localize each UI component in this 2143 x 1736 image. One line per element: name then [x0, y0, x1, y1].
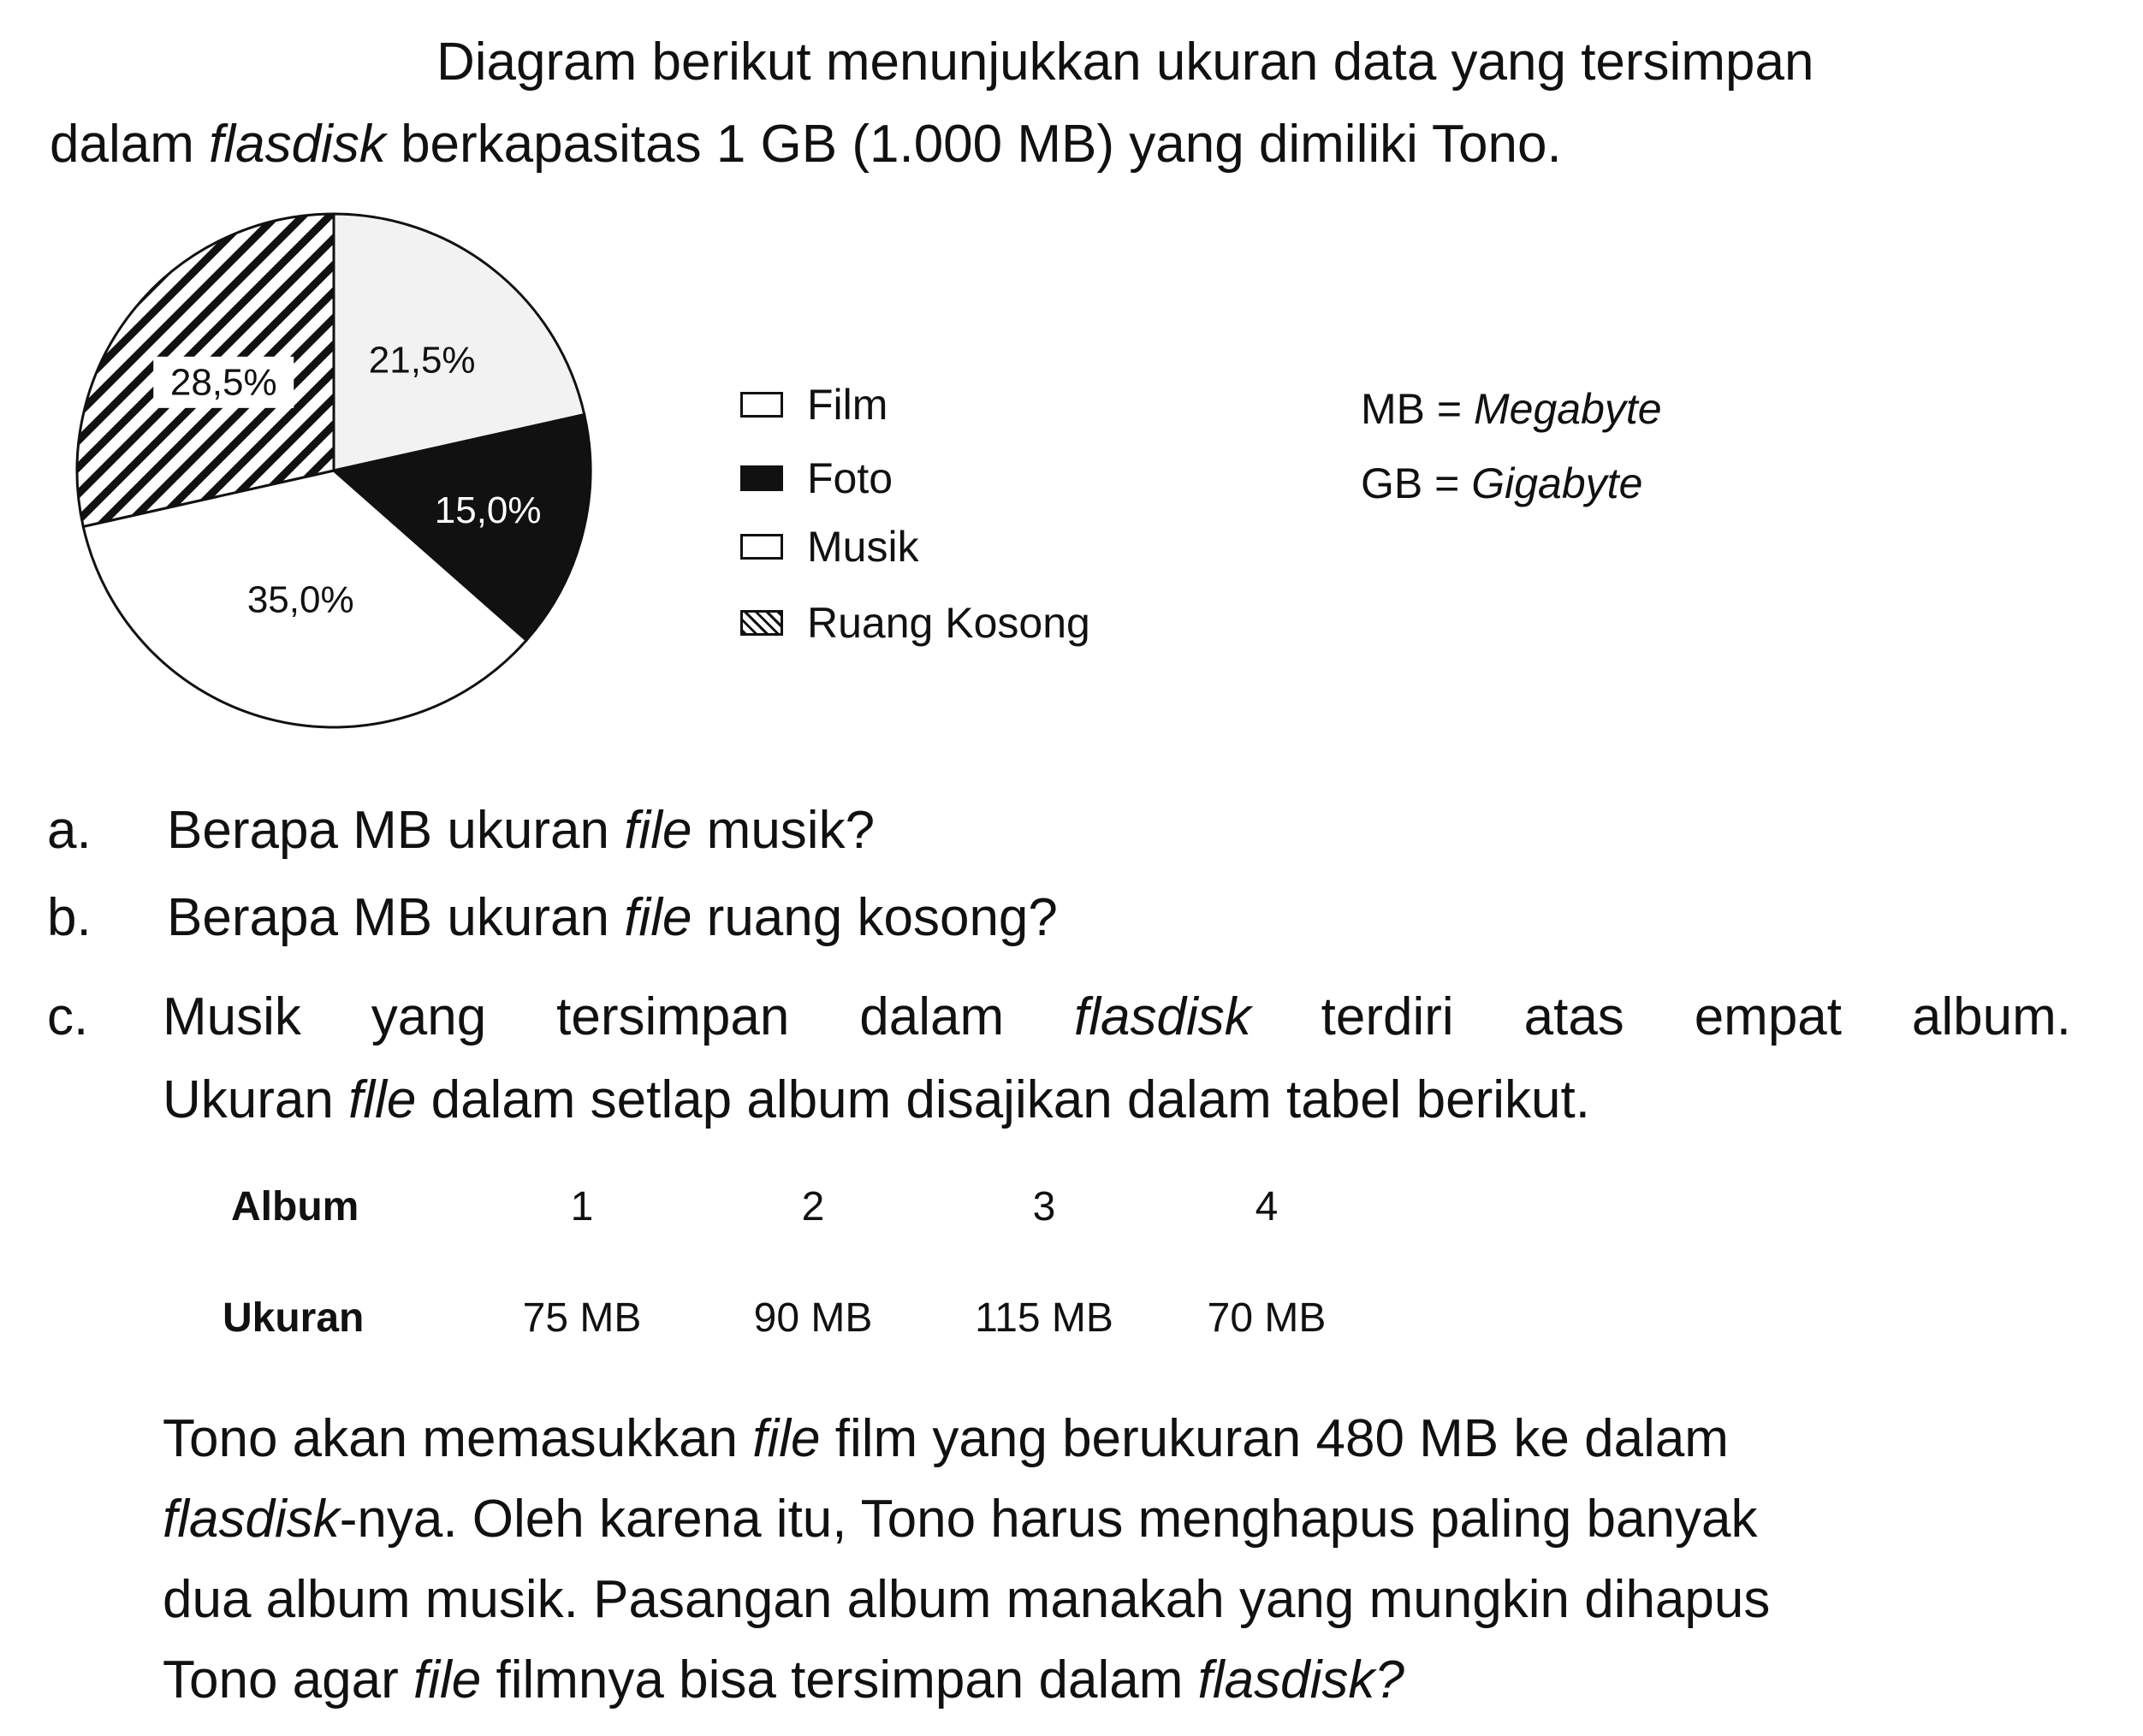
- question-text: dalam setlap album disajikan dalam tabel berikut.: [416, 1070, 1590, 1129]
- album-table: [193, 1151, 1374, 1373]
- table-cell: 2: [801, 1183, 825, 1229]
- unit-gb-abbr: GB =: [1361, 459, 1460, 507]
- intro-text: dalam: [50, 115, 210, 174]
- closing-emphasis: file: [752, 1409, 821, 1468]
- closing-text: dua album musik. Pasangan album manakah yang mungkin dihapus: [163, 1570, 1771, 1629]
- table-cell: 75 MB: [522, 1295, 642, 1341]
- closing-line-2: [163, 1479, 1757, 1560]
- legend-swatch-ruang-kosong: [740, 610, 783, 636]
- question-a: [167, 801, 876, 860]
- legend-item-musik: [740, 523, 919, 571]
- question-emphasis: file: [624, 801, 692, 860]
- legend-label-ruang-kosong: Ruang Kosong: [807, 599, 1090, 647]
- closing-text: film yang berukuran 480 MB ke dalam: [820, 1409, 1729, 1468]
- legend-swatch-foto: [740, 465, 783, 491]
- question-text: Berapa MB ukuran: [167, 801, 625, 860]
- unit-gb: [1361, 459, 1643, 507]
- legend-item-film: [740, 381, 888, 429]
- pie-label-foto: 15,0%: [434, 489, 542, 531]
- legend-label-foto: Foto: [807, 454, 893, 502]
- closing-text: Tono akan memasukkan: [163, 1409, 753, 1468]
- table-cell: 70 MB: [1207, 1295, 1327, 1341]
- pie-label-musik: 35,0%: [246, 578, 354, 621]
- question-text: terdiri atas empat album.: [1250, 987, 2071, 1046]
- closing-line-4: [163, 1640, 1404, 1721]
- question-c-line-2: [163, 1070, 1590, 1129]
- closing-text: Tono agar: [163, 1650, 413, 1709]
- legend-item-foto: [740, 454, 893, 502]
- pie-chart: [68, 205, 599, 736]
- table-cell: 90 MB: [753, 1295, 873, 1341]
- question-text: musik?: [692, 801, 876, 860]
- closing-line-1: [163, 1399, 1729, 1479]
- unit-gb-full: Gigabyte: [1471, 459, 1643, 507]
- question-a-marker: a.: [47, 801, 92, 860]
- closing-emphasis: flasdisk?: [1197, 1650, 1404, 1709]
- intro-line-1: [436, 33, 1814, 92]
- question-c-line-1: [163, 987, 2071, 1046]
- table-cell: 3: [1032, 1183, 1056, 1229]
- question-emphasis: flle: [348, 1070, 417, 1129]
- table-cell: 1: [570, 1183, 594, 1229]
- closing-text: -nya. Oleh karena itu, Tono harus menghapus paling banyak: [339, 1490, 1758, 1549]
- closing-text: filmnya bisa tersimpan dalam: [481, 1650, 1198, 1709]
- pie-label-film: 21,5%: [368, 339, 476, 382]
- question-emphasis: file: [624, 888, 692, 947]
- pie-label-ruang-kosong: 28,5%: [169, 361, 277, 404]
- question-text: Musik yang tersimpan dalam: [163, 987, 1075, 1046]
- question-emphasis: flasdisk: [1074, 987, 1251, 1046]
- legend-item-ruang-kosong: [740, 599, 1090, 647]
- legend-label-film: Film: [807, 381, 888, 429]
- question-text: Berapa MB ukuran: [167, 888, 625, 947]
- unit-mb-full: Megabyte: [1474, 385, 1662, 433]
- table-row-album: [193, 1151, 1374, 1262]
- table-cell: 4: [1255, 1183, 1279, 1229]
- table-cell: 115 MB: [975, 1295, 1113, 1341]
- question-c-marker: c.: [47, 987, 89, 1046]
- question-b: [167, 888, 1058, 947]
- unit-mb-abbr: MB =: [1361, 385, 1463, 433]
- table-header-ukuran: Ukuran: [223, 1295, 365, 1341]
- intro-text: Diagram berikut menunjukkan ukuran data yang tersimpan: [436, 33, 1814, 92]
- intro-line-2: [50, 115, 1562, 174]
- legend-label-musik: Musik: [807, 523, 919, 571]
- question-text: Ukuran: [163, 1070, 349, 1129]
- closing-emphasis: flasdisk: [163, 1490, 340, 1549]
- legend-swatch-musik: [740, 534, 783, 560]
- unit-mb: [1361, 385, 1662, 433]
- question-text: ruang kosong?: [692, 888, 1058, 947]
- closing-emphasis: file: [413, 1650, 482, 1709]
- closing-line-3: [163, 1560, 1770, 1640]
- intro-text: berkapasitas 1 GB (1.000 MB) yang dimiliki Tono.: [385, 115, 1562, 174]
- question-b-marker: b.: [47, 888, 92, 947]
- table-row-ukuran: [193, 1262, 1374, 1373]
- legend-swatch-film: [740, 392, 783, 418]
- intro-emphasis: flasdisk: [209, 115, 386, 174]
- table-header-album: Album: [231, 1183, 359, 1229]
